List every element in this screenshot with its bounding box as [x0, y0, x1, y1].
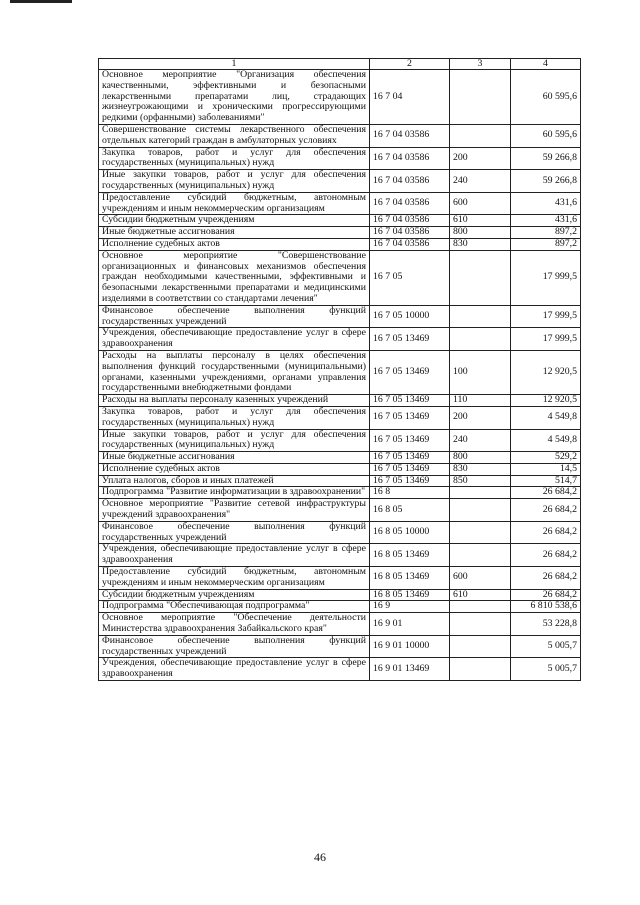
row-name: Уплата налогов, сборов и иных платежей [99, 475, 370, 487]
row-expense-type: 240 [450, 429, 511, 452]
row-expense-type: 200 [450, 406, 511, 429]
row-name: Учреждения, обеспечивающие предоставление услуг в сфере здравоохранения [99, 328, 370, 351]
scan-edge-mark [10, 0, 72, 3]
table-row [99, 658, 581, 681]
table-row [99, 215, 581, 227]
table-header-row [99, 59, 581, 70]
table-row [99, 406, 581, 429]
row-amount: 4 549,8 [511, 406, 581, 429]
table-row [99, 238, 581, 250]
row-expense-type [450, 250, 511, 305]
row-name: Финансовое обеспечение выполнения функций государственных учреждений [99, 305, 370, 328]
row-name: Финансовое обеспечение выполнения функций государственных учреждений [99, 521, 370, 544]
table-row [99, 499, 581, 522]
row-amount: 12 920,5 [511, 350, 581, 394]
row-expense-type [450, 328, 511, 351]
row-amount: 53 228,8 [511, 613, 581, 636]
row-expense-type: 800 [450, 227, 511, 239]
column-header-3: 3 [450, 59, 511, 70]
table-row [99, 70, 581, 125]
row-amount: 6 810 538,6 [511, 601, 581, 613]
row-expense-type: 800 [450, 452, 511, 464]
row-name: Подпрограмма "Развитие информатизации в здравоохранении" [99, 487, 370, 499]
row-expense-type: 830 [450, 463, 511, 475]
table-row [99, 429, 581, 452]
row-name: Расходы на выплаты персоналу казенных учреждений [99, 395, 370, 407]
row-amount: 60 595,6 [511, 70, 581, 125]
table-row [99, 589, 581, 601]
table-row [99, 567, 581, 590]
row-code: 16 8 05 10000 [370, 521, 450, 544]
row-code: 16 7 05 13469 [370, 395, 450, 407]
row-name: Исполнение судебных актов [99, 463, 370, 475]
row-expense-type [450, 544, 511, 567]
row-amount: 17 999,5 [511, 305, 581, 328]
row-expense-type: 100 [450, 350, 511, 394]
row-name: Основное мероприятие "Совершенствование организационных и финансовых механизмов обеспечения граждан необходимыми качественными, эффективными и безопасными лекарственными препаратами и медицинскими изделиями в соответствии со стандартами лечения" [99, 250, 370, 305]
row-expense-type [450, 487, 511, 499]
row-expense-type: 610 [450, 589, 511, 601]
row-name: Расходы на выплаты персоналу в целях обеспечения выполнения функций государственными (муниципальными) органами, казенными учреждениями, органами управления государственными внебюджетными фондами [99, 350, 370, 394]
row-code: 16 7 05 13469 [370, 463, 450, 475]
row-name: Субсидии бюджетным учреждениям [99, 215, 370, 227]
row-code: 16 7 05 13469 [370, 475, 450, 487]
row-name: Предоставление субсидий бюджетным, автономным учреждениям и иным некоммерческим организациям [99, 567, 370, 590]
table-row [99, 124, 581, 147]
row-code: 16 7 04 03586 [370, 170, 450, 193]
table-row [99, 395, 581, 407]
row-amount: 59 266,8 [511, 170, 581, 193]
row-code: 16 7 04 03586 [370, 124, 450, 147]
budget-table [98, 58, 581, 681]
row-code: 16 7 04 03586 [370, 147, 450, 170]
row-name: Субсидии бюджетным учреждениям [99, 589, 370, 601]
row-amount: 4 549,8 [511, 429, 581, 452]
row-expense-type: 240 [450, 170, 511, 193]
row-expense-type [450, 305, 511, 328]
row-amount: 17 999,5 [511, 250, 581, 305]
column-header-2: 2 [370, 59, 450, 70]
table-row [99, 452, 581, 464]
row-amount: 5 005,7 [511, 658, 581, 681]
row-expense-type: 850 [450, 475, 511, 487]
row-amount: 26 684,2 [511, 567, 581, 590]
row-expense-type [450, 521, 511, 544]
table-row [99, 350, 581, 394]
row-amount: 26 684,2 [511, 521, 581, 544]
table-row [99, 170, 581, 193]
row-amount: 431,6 [511, 215, 581, 227]
row-name: Учреждения, обеспечивающие предоставление услуг в сфере здравоохранения [99, 658, 370, 681]
row-code: 16 9 [370, 601, 450, 613]
row-amount: 26 684,2 [511, 499, 581, 522]
row-expense-type: 610 [450, 215, 511, 227]
table-row [99, 635, 581, 658]
table-row [99, 328, 581, 351]
row-expense-type [450, 499, 511, 522]
table-row [99, 521, 581, 544]
table-row [99, 192, 581, 215]
row-name: Подпрограмма "Обеспечивающая подпрограмма" [99, 601, 370, 613]
row-name: Финансовое обеспечение выполнения функций государственных учреждений [99, 635, 370, 658]
row-amount: 26 684,2 [511, 544, 581, 567]
row-name: Закупка товаров, работ и услуг для обеспечения государственных (муниципальных) нужд [99, 406, 370, 429]
row-amount: 26 684,2 [511, 589, 581, 601]
row-code: 16 7 04 [370, 70, 450, 125]
row-expense-type [450, 124, 511, 147]
row-amount: 529,2 [511, 452, 581, 464]
table-row [99, 305, 581, 328]
row-expense-type [450, 601, 511, 613]
row-amount: 59 266,8 [511, 147, 581, 170]
row-expense-type [450, 70, 511, 125]
table-row [99, 463, 581, 475]
row-amount: 431,6 [511, 192, 581, 215]
row-expense-type: 600 [450, 192, 511, 215]
row-expense-type: 600 [450, 567, 511, 590]
row-amount: 14,5 [511, 463, 581, 475]
row-code: 16 7 04 03586 [370, 238, 450, 250]
row-code: 16 8 05 13469 [370, 589, 450, 601]
row-code: 16 7 05 13469 [370, 452, 450, 464]
row-name: Основное мероприятие "Развитие сетевой инфраструктуры учреждений здравоохранения" [99, 499, 370, 522]
table-row [99, 613, 581, 636]
row-code: 16 8 05 [370, 499, 450, 522]
row-expense-type: 110 [450, 395, 511, 407]
row-name: Совершенствование системы лекарственного обеспечения отдельных категорий граждан в амбулаторных условиях [99, 124, 370, 147]
row-expense-type: 200 [450, 147, 511, 170]
table-row [99, 147, 581, 170]
row-name: Основное мероприятие "Обеспечение деятельности Министерства здравоохранения Забайкальского края" [99, 613, 370, 636]
row-name: Иные бюджетные ассигнования [99, 452, 370, 464]
row-code: 16 7 05 10000 [370, 305, 450, 328]
row-code: 16 7 04 03586 [370, 215, 450, 227]
row-amount: 514,7 [511, 475, 581, 487]
row-expense-type: 830 [450, 238, 511, 250]
table-row [99, 227, 581, 239]
row-code: 16 9 01 13469 [370, 658, 450, 681]
row-amount: 12 920,5 [511, 395, 581, 407]
row-name: Предоставление субсидий бюджетным, автономным учреждениям и иным некоммерческим организациям [99, 192, 370, 215]
row-amount: 60 595,6 [511, 124, 581, 147]
row-amount: 17 999,5 [511, 328, 581, 351]
row-code: 16 8 05 13469 [370, 544, 450, 567]
row-code: 16 7 04 03586 [370, 192, 450, 215]
row-code: 16 8 05 13469 [370, 567, 450, 590]
row-expense-type [450, 613, 511, 636]
row-code: 16 8 [370, 487, 450, 499]
row-code: 16 7 04 03586 [370, 227, 450, 239]
column-header-1: 1 [99, 59, 370, 70]
table-row [99, 487, 581, 499]
row-name: Основное мероприятие "Организация обеспечения качественными, эффективными и безопасными лекарственными препаратами лиц, страдающих жизнеугрожающими и хроническими прогрессирующими редкими (орфанными) заболеваниями" [99, 70, 370, 125]
row-code: 16 9 01 10000 [370, 635, 450, 658]
row-name: Закупка товаров, работ и услуг для обеспечения государственных (муниципальных) нужд [99, 147, 370, 170]
row-code: 16 7 05 13469 [370, 350, 450, 394]
row-amount: 897,2 [511, 227, 581, 239]
row-code: 16 7 05 13469 [370, 406, 450, 429]
page-number: 46 [314, 850, 326, 864]
row-code: 16 7 05 13469 [370, 429, 450, 452]
table-row [99, 475, 581, 487]
table-row [99, 601, 581, 613]
table-row [99, 250, 581, 305]
row-name: Иные бюджетные ассигнования [99, 227, 370, 239]
row-name: Исполнение судебных актов [99, 238, 370, 250]
row-code: 16 7 05 13469 [370, 328, 450, 351]
row-name: Учреждения, обеспечивающие предоставление услуг в сфере здравоохранения [99, 544, 370, 567]
row-amount: 26 684,2 [511, 487, 581, 499]
row-name: Иные закупки товаров, работ и услуг для обеспечения государственных (муниципальных) нужд [99, 170, 370, 193]
row-expense-type [450, 635, 511, 658]
row-code: 16 9 01 [370, 613, 450, 636]
row-amount: 5 005,7 [511, 635, 581, 658]
table-row [99, 544, 581, 567]
row-name: Иные закупки товаров, работ и услуг для обеспечения государственных (муниципальных) нужд [99, 429, 370, 452]
row-expense-type [450, 658, 511, 681]
row-amount: 897,2 [511, 238, 581, 250]
column-header-4: 4 [511, 59, 581, 70]
row-code: 16 7 05 [370, 250, 450, 305]
